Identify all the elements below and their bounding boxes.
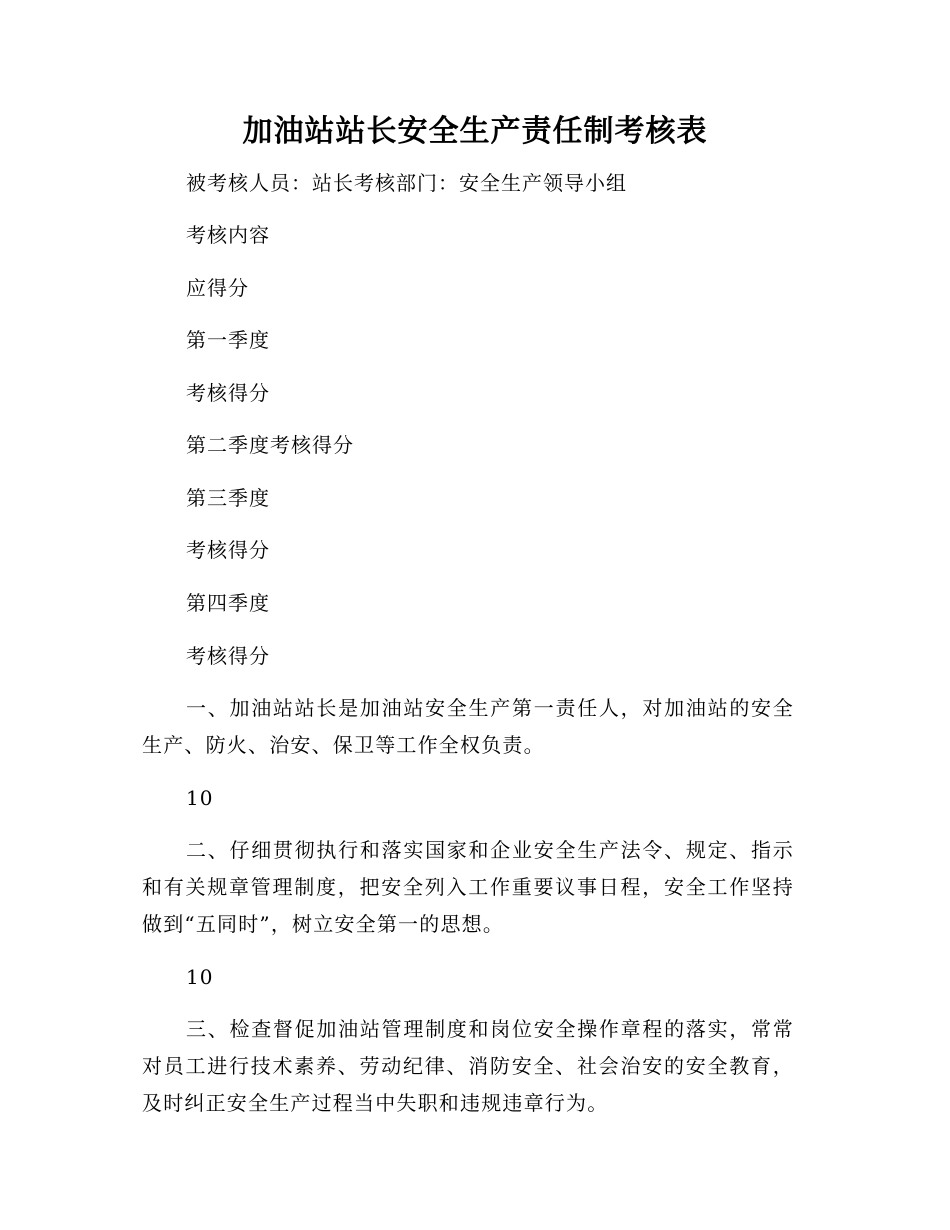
item-1-score: 10: [186, 786, 214, 810]
document-title: 加油站站长安全生产责任制考核表: [242, 114, 708, 149]
item-3-text: 三、检查督促加油站管理制度和岗位安全操作章程的落实，常常对员工进行技术素养、劳动纪律、消防安全、社会治安的安全教育，及时纠正安全生产过程当中失职和违规违章行为。: [142, 1017, 794, 1115]
item-2-score: 10: [186, 965, 214, 989]
label-q2-score: 第二季度考核得分: [186, 433, 354, 457]
label-assessment-content: 考核内容: [186, 223, 270, 247]
label-q3-score: 考核得分: [186, 538, 270, 562]
label-q1: 第一季度: [186, 328, 270, 352]
label-q1-score: 考核得分: [186, 381, 270, 405]
label-q4: 第四季度: [186, 591, 270, 615]
item-2-text: 二、仔细贯彻执行和落实国家和企业安全生产法令、规定、指示和有关规章管理制度，把安全列入工作重要议事日程，安全工作坚持做到“五同时”，树立安全第一的思想。: [142, 838, 794, 936]
label-full-score: 应得分: [186, 276, 249, 300]
label-q3: 第三季度: [186, 486, 270, 510]
label-q4-score: 考核得分: [186, 644, 270, 668]
assessment-header-line: 被考核人员：站长考核部门：安全生产领导小组: [186, 171, 627, 195]
item-1-text: 一、加油站站长是加油站安全生产第一责任人，对加油站的安全生产、防火、治安、保卫等工作全权负责。: [142, 696, 794, 757]
